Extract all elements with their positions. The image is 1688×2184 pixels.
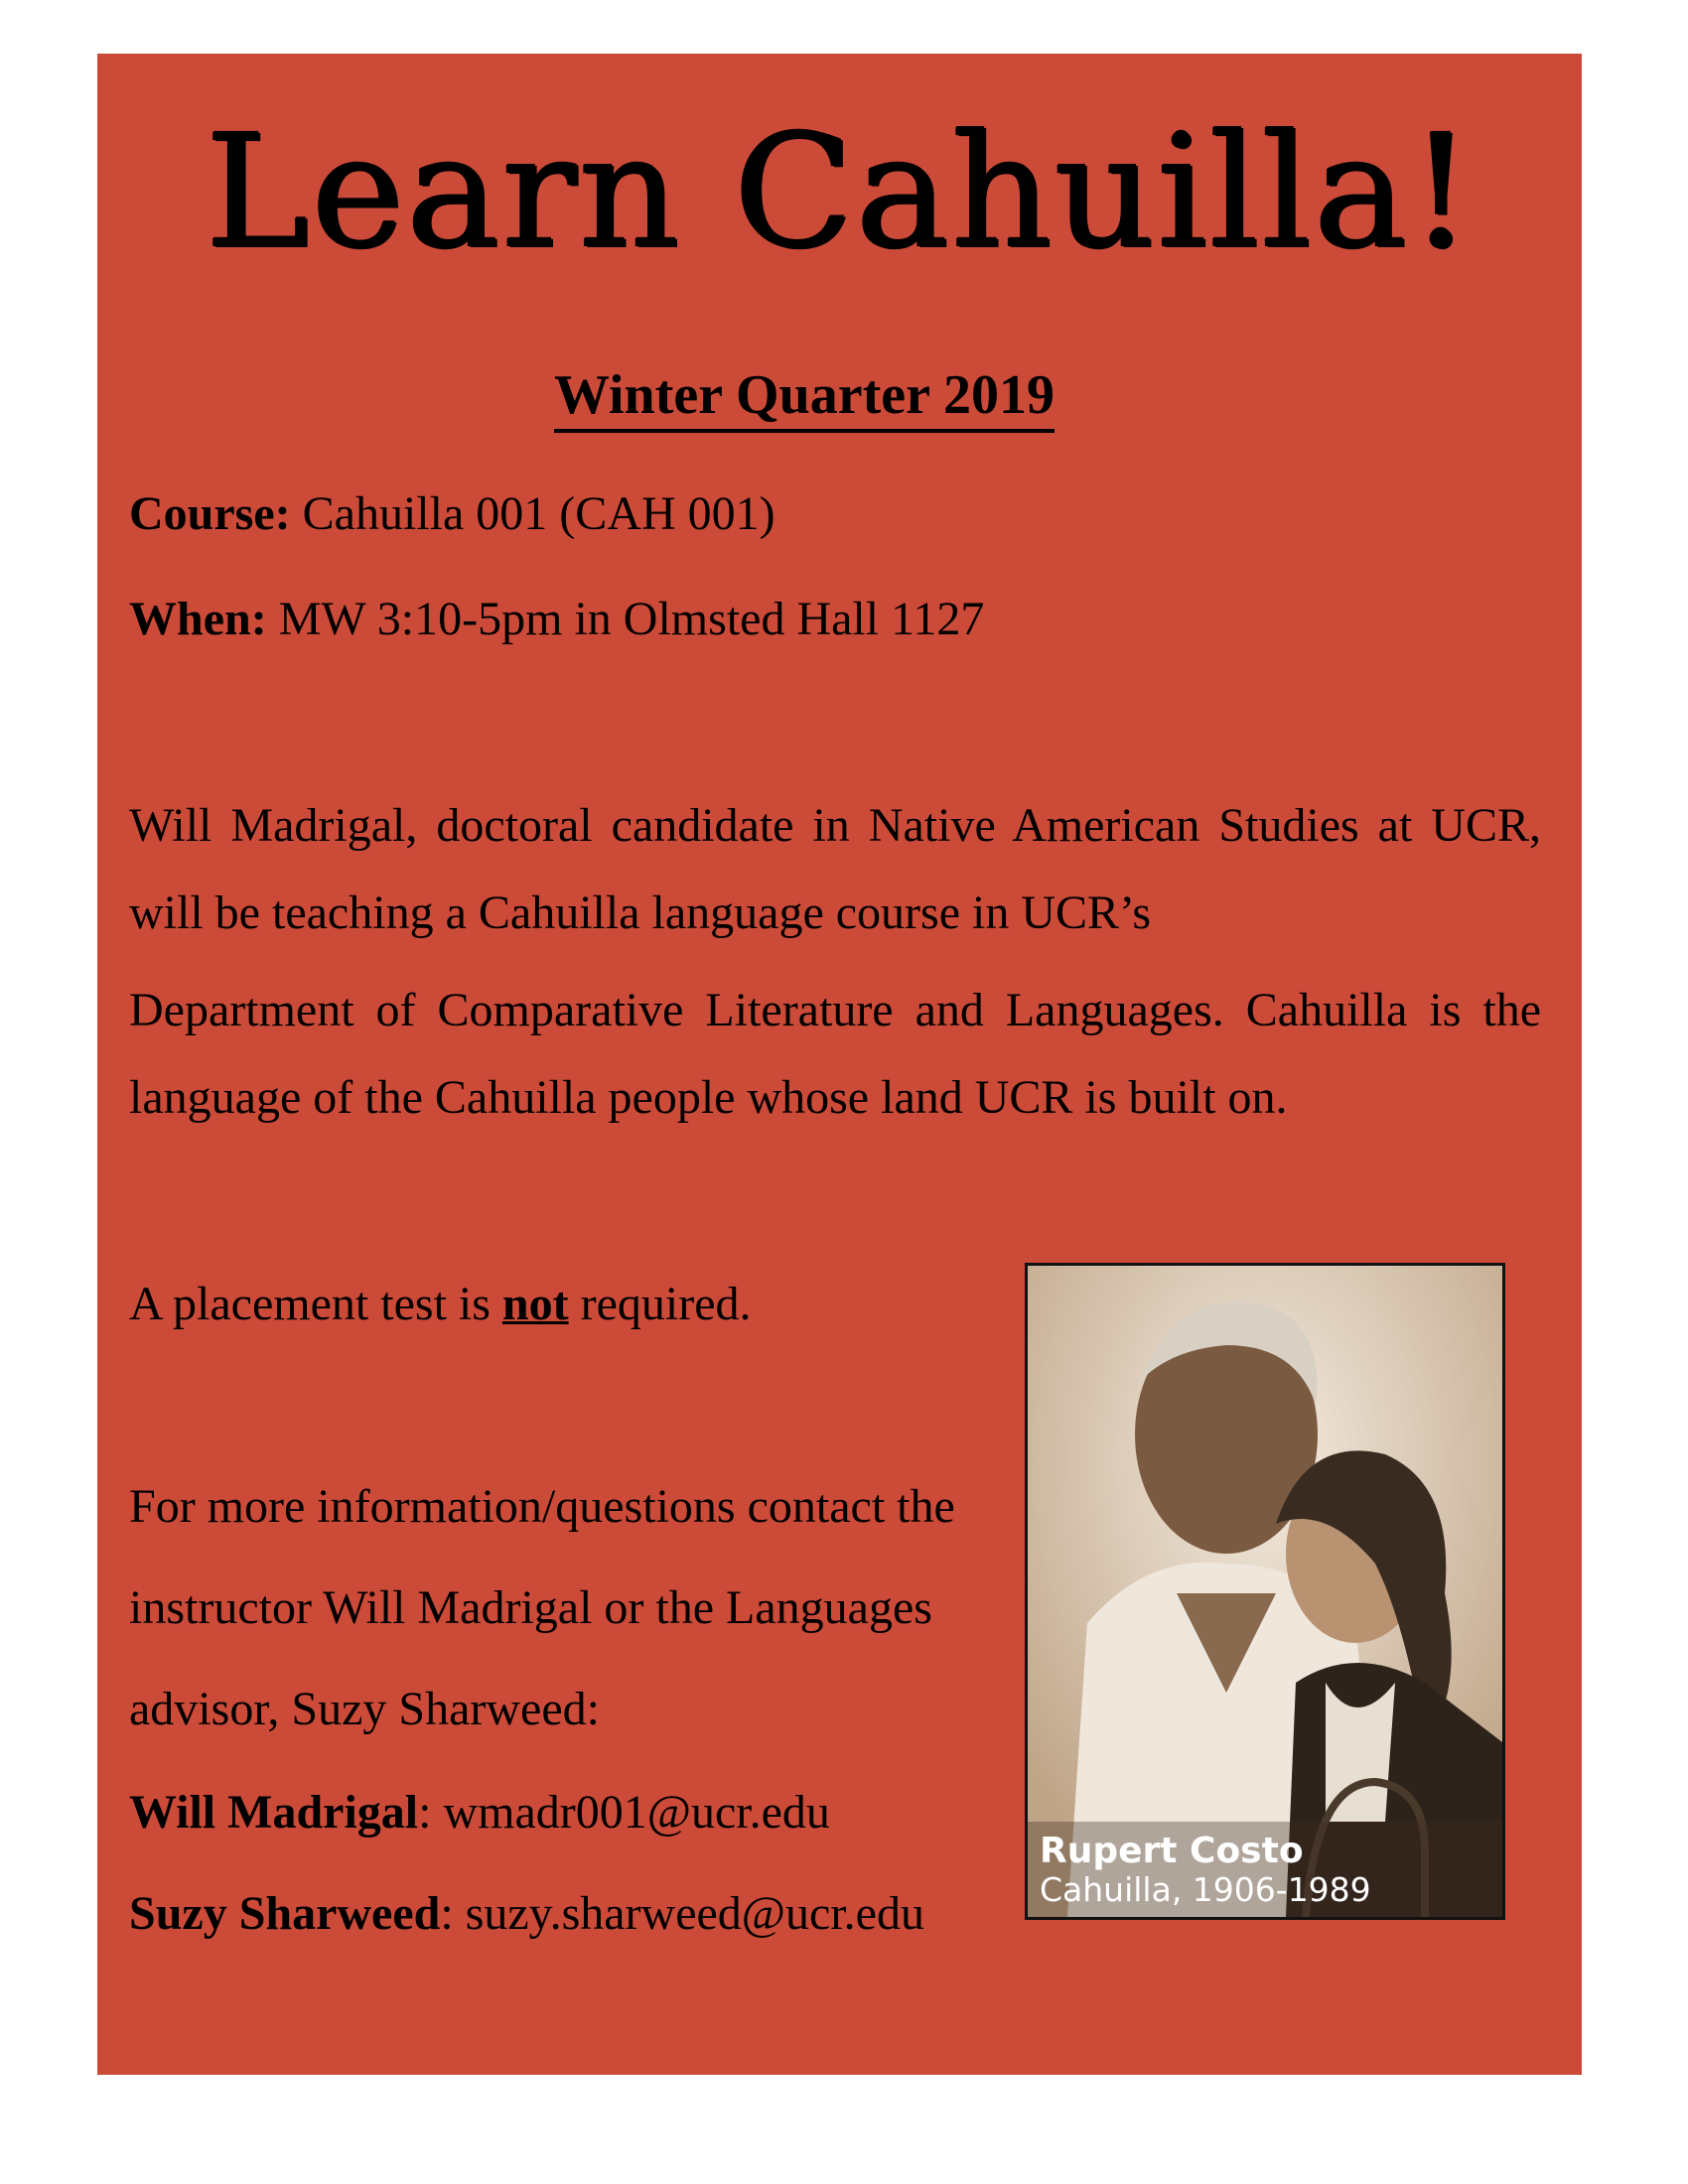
contact-suzy	[129, 1887, 924, 1940]
description-line: Will Madrigal, doctoral candidate in Native American Studies at UCR,	[129, 799, 1541, 852]
course-label: Course:	[129, 487, 291, 540]
course-value: Cahuilla 001 (CAH 001)	[302, 487, 775, 540]
caption-subtitle: Cahuilla, 1906-1989	[1040, 1870, 1371, 1910]
contact-suzy-email[interactable]: : suzy.sharweed@ucr.edu	[440, 1887, 924, 1940]
placement-text-after: required.	[568, 1278, 752, 1330]
contact-will-email[interactable]: : wmadr001@ucr.edu	[418, 1786, 830, 1839]
description-paragraph-2	[129, 967, 1541, 1142]
contact-suzy-name: Suzy Sharweed	[129, 1887, 441, 1940]
quarter-heading: Winter Quarter 2019	[554, 363, 1055, 433]
headline: Learn Cahuilla!	[205, 100, 1475, 283]
portrait-illustration	[1028, 1266, 1502, 1917]
flyer-panel	[97, 54, 1582, 2075]
when-line	[129, 593, 985, 645]
description-line: Department of Comparative Literature and Languages. Cahuilla is the	[129, 984, 1541, 1036]
when-value: MW 3:10-5pm in Olmsted Hall 1127	[278, 593, 985, 645]
contact-will	[129, 1786, 830, 1839]
placement-emphasis: not	[501, 1278, 569, 1330]
portrait-photo	[1025, 1263, 1505, 1920]
photo-caption	[1040, 1831, 1371, 1909]
description-line: will be teaching a Cahuilla language course in UCR’s	[129, 887, 1152, 939]
placement-text-before: A placement test is	[129, 1278, 502, 1330]
course-line	[129, 487, 775, 540]
caption-name: Rupert Costo	[1040, 1830, 1304, 1871]
contact-line: advisor, Suzy Sharweed:	[129, 1683, 600, 1735]
contact-will-name: Will Madrigal	[129, 1786, 419, 1839]
placement-line	[129, 1278, 752, 1330]
contact-line: instructor Will Madrigal or the Languages	[129, 1581, 932, 1634]
contact-line: For more information/questions contact the	[129, 1480, 955, 1533]
when-label: When:	[129, 593, 267, 645]
description-line: language of the Cahuilla people whose land UCR is built on.	[129, 1071, 1288, 1124]
description-paragraph	[129, 782, 1541, 957]
